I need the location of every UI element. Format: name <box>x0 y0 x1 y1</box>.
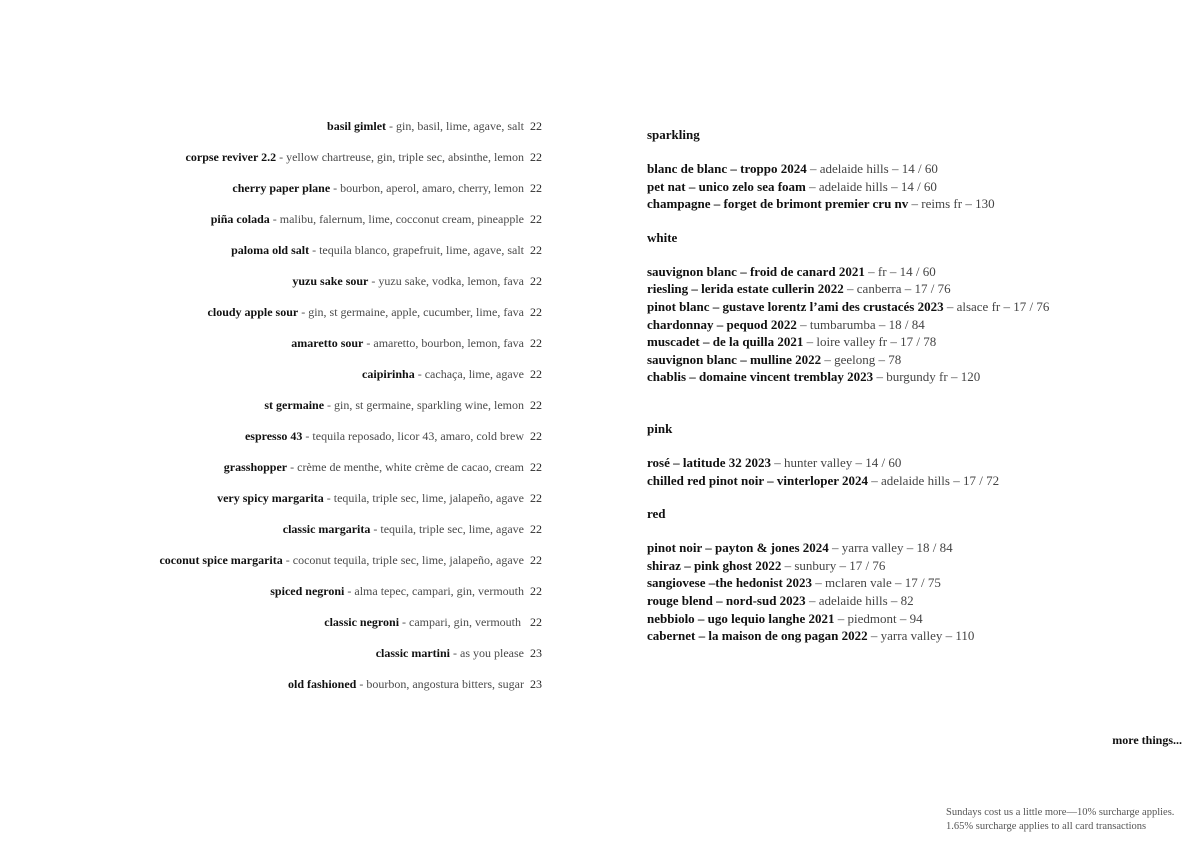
cocktail-price: 22 <box>530 615 542 629</box>
cocktail-item <box>22 426 542 457</box>
cocktail-ingredients: - alma tepec, campari, gin, vermouth <box>344 584 524 598</box>
cocktail-ingredients: - amaretto, bourbon, lemon, fava <box>363 336 524 350</box>
cocktail-item <box>22 147 542 178</box>
cocktail-price: 22 <box>530 305 542 319</box>
cocktail-item <box>22 240 542 271</box>
wine-region-price: – adelaide hills – 14 / 60 <box>805 178 937 194</box>
cocktail-name: st germaine <box>264 398 325 412</box>
wine-name: sauvignon blanc – mulline 2022 <box>647 351 822 367</box>
wine-item <box>647 333 1187 351</box>
wine-region-price: – adelaide hills – 82 <box>805 592 914 608</box>
cocktail-name: grasshopper <box>223 460 288 474</box>
cocktail-name: classic margarita <box>282 522 371 536</box>
wine-region-price: – loire valley fr – 17 / 78 <box>803 334 937 350</box>
cocktail-name: classic martini <box>375 646 451 660</box>
cocktail-price: 22 <box>530 212 542 226</box>
wine-item <box>647 195 1187 213</box>
cocktail-ingredients: - tequila blanco, grapefruit, lime, agave, salt <box>309 243 524 257</box>
wine-name: rosé – latitude 32 2023 <box>647 454 771 470</box>
cocktail-name: very spicy margarita <box>217 491 324 505</box>
cocktail-name: yuzu sake sour <box>292 274 369 288</box>
cocktail-ingredients: - yellow chartreuse, gin, triple sec, absinthe, lemon <box>276 150 524 164</box>
cocktail-item <box>22 612 542 643</box>
wine-section-title: pink <box>647 420 673 436</box>
wine-item <box>647 539 1187 557</box>
cocktail-price: 22 <box>530 181 542 195</box>
wine-name: pinot noir – payton & jones 2024 <box>647 540 829 556</box>
wine-name: champagne – forget de brimont premier cru nv <box>647 196 909 212</box>
cocktail-price: 22 <box>530 522 542 536</box>
cocktail-item <box>22 395 542 426</box>
cocktail-price: 22 <box>530 491 542 505</box>
cocktail-ingredients: - tequila reposado, licor 43, amaro, cold brew <box>302 429 524 443</box>
cocktail-name: paloma old salt <box>231 243 310 257</box>
wine-name: nebbiolo – ugo lequio langhe 2021 <box>647 610 835 626</box>
wine-region-price: – piedmont – 94 <box>834 610 923 626</box>
wine-item <box>647 298 1187 316</box>
cocktail-item <box>22 209 542 240</box>
cocktail-price: 23 <box>530 646 542 660</box>
wine-name: riesling – lerida estate cullerin 2022 <box>647 281 844 297</box>
more-things-link[interactable]: more things... <box>1112 733 1182 747</box>
cocktail-price: 22 <box>530 584 542 598</box>
cocktail-name: coconut spice margarita <box>159 553 283 567</box>
wine-name: chablis – domaine vincent tremblay 2023 <box>647 369 874 385</box>
cocktail-ingredients: - gin, basil, lime, agave, salt <box>386 119 524 133</box>
cocktail-price: 23 <box>530 677 542 691</box>
surcharge-footnote <box>946 806 1174 834</box>
cocktail-price: 22 <box>530 367 542 381</box>
surcharge-line-sunday: Sundays cost us a little more—10% surcharge applies. <box>946 807 1175 818</box>
cocktail-item <box>22 178 542 209</box>
cocktail-item <box>22 550 542 581</box>
cocktail-ingredients: - tequila, triple sec, lime, agave <box>370 522 524 536</box>
wine-region-price: – burgundy fr – 120 <box>873 369 981 385</box>
cocktail-name: classic negroni <box>324 615 400 629</box>
wine-item <box>647 316 1187 334</box>
wine-item <box>647 472 1187 490</box>
cocktail-name: espresso 43 <box>244 429 303 443</box>
wine-section-sparkling <box>647 126 1187 213</box>
cocktail-price: 22 <box>530 243 542 257</box>
cocktail-name: amaretto sour <box>291 336 364 350</box>
wine-item <box>647 454 1187 472</box>
wine-item <box>647 368 1187 386</box>
cocktail-ingredients: - cachaça, lime, agave <box>414 367 524 381</box>
wine-region-price: – mclaren vale – 17 / 75 <box>812 575 941 591</box>
cocktail-item <box>22 488 542 519</box>
wine-item <box>647 160 1187 178</box>
cocktail-item <box>22 364 542 395</box>
wine-region-price: – adelaide hills – 14 / 60 <box>806 161 938 176</box>
wine-region-price: – hunter valley – 14 / 60 <box>770 454 902 470</box>
wine-section-pink <box>647 420 1187 489</box>
wine-section-red <box>647 505 1187 645</box>
cocktail-name: caipirinha <box>362 367 415 381</box>
wine-name: cabernet – la maison de ong pagan 2022 <box>647 628 868 644</box>
cocktail-item <box>22 643 542 674</box>
wine-section-title: red <box>647 506 666 522</box>
cocktail-name: cloudy apple sour <box>207 305 299 319</box>
wine-region-price: – yarra valley – 18 / 84 <box>828 540 953 556</box>
wine-name: chilled red pinot noir – vinterloper 2024 <box>647 472 869 488</box>
wine-region-price: – fr – 14 / 60 <box>864 263 936 279</box>
wine-region-price: – alsace fr – 17 / 76 <box>943 298 1050 314</box>
wine-region-price: – reims fr – 130 <box>908 196 995 212</box>
wine-item <box>647 627 1187 645</box>
wine-region-price: – canberra – 17 / 76 <box>843 281 951 297</box>
wine-item <box>647 557 1187 575</box>
wine-name: pet nat – unico zelo sea foam <box>647 178 806 194</box>
surcharge-line-card: 1.65% surcharge applies to all card transactions <box>946 821 1147 832</box>
cocktail-item <box>22 116 542 147</box>
wine-item <box>647 610 1187 628</box>
wine-name: sauvignon blanc – froid de canard 2021 <box>647 263 865 279</box>
wine-region-price: – tumbarumba – 18 / 84 <box>796 316 925 332</box>
cocktail-price: 22 <box>530 398 542 412</box>
wine-item <box>647 263 1187 281</box>
wine-item <box>647 280 1187 298</box>
cocktail-ingredients: - malibu, falernum, lime, cocconut cream, pineapple <box>269 212 524 226</box>
wine-list <box>647 126 1187 661</box>
wine-name: chardonnay – pequod 2022 <box>647 316 797 332</box>
cocktail-name: old fashioned <box>288 677 357 691</box>
wine-name: pinot blanc – gustave lorentz l’ami des crustacés 2023 <box>647 298 944 314</box>
cocktail-price: 22 <box>530 429 542 443</box>
wine-name: rouge blend – nord-sud 2023 <box>647 592 806 608</box>
cocktail-ingredients: - crème de menthe, white crème de cacao, cream <box>287 460 524 474</box>
cocktail-price: 22 <box>530 150 542 164</box>
cocktail-name: basil gimlet <box>327 119 387 133</box>
cocktail-ingredients: - bourbon, angostura bitters, sugar <box>356 677 524 691</box>
wine-item <box>647 574 1187 592</box>
cocktail-price: 22 <box>530 119 542 133</box>
wine-region-price: – adelaide hills – 17 / 72 <box>868 472 1000 488</box>
wine-section-title: white <box>647 229 678 245</box>
wine-region-price: – sunbury – 17 / 76 <box>781 557 886 573</box>
cocktail-list <box>22 116 542 705</box>
cocktail-ingredients: - yuzu sake, vodka, lemon, fava <box>368 274 524 288</box>
cocktail-item <box>22 674 542 705</box>
wine-item <box>647 351 1187 369</box>
cocktail-price: 22 <box>530 274 542 288</box>
wine-name: muscadet – de la quilla 2021 <box>647 334 804 350</box>
cocktail-name: piña colada <box>210 212 270 226</box>
cocktail-item <box>22 333 542 364</box>
cocktail-item <box>22 271 542 302</box>
cocktail-ingredients: - coconut tequila, triple sec, lime, jalapeño, agave <box>282 553 524 567</box>
cocktail-ingredients: - campari, gin, vermouth <box>399 615 524 629</box>
wine-item <box>647 178 1187 196</box>
cocktail-ingredients: - bourbon, aperol, amaro, cherry, lemon <box>330 181 524 195</box>
wine-section-title: sparkling <box>647 127 700 142</box>
cocktail-item <box>22 581 542 612</box>
cocktail-name: cherry paper plane <box>232 181 331 195</box>
cocktail-item <box>22 302 542 333</box>
wine-region-price: – yarra valley – 110 <box>867 628 975 644</box>
wine-name: shiraz – pink ghost 2022 <box>647 557 782 573</box>
cocktail-price: 22 <box>530 336 542 350</box>
wine-name: blanc de blanc – troppo 2024 <box>647 161 807 176</box>
wine-item <box>647 592 1187 610</box>
cocktail-ingredients: - as you please <box>450 646 524 660</box>
cocktail-ingredients: - tequila, triple sec, lime, jalapeño, agave <box>323 491 524 505</box>
cocktail-ingredients: - gin, st germaine, apple, cucumber, lime, fava <box>298 305 524 319</box>
cocktail-price: 22 <box>530 553 542 567</box>
cocktail-name: corpse reviver 2.2 <box>185 150 277 164</box>
wine-region-price: – geelong – 78 <box>821 351 902 367</box>
cocktail-item <box>22 519 542 550</box>
wine-section-white <box>647 229 1187 386</box>
cocktail-name: spiced negroni <box>270 584 345 598</box>
wine-name: sangiovese –the hedonist 2023 <box>647 575 813 591</box>
cocktail-item <box>22 457 542 488</box>
cocktail-ingredients: - gin, st germaine, sparkling wine, lemon <box>324 398 524 412</box>
cocktail-price: 22 <box>530 460 542 474</box>
